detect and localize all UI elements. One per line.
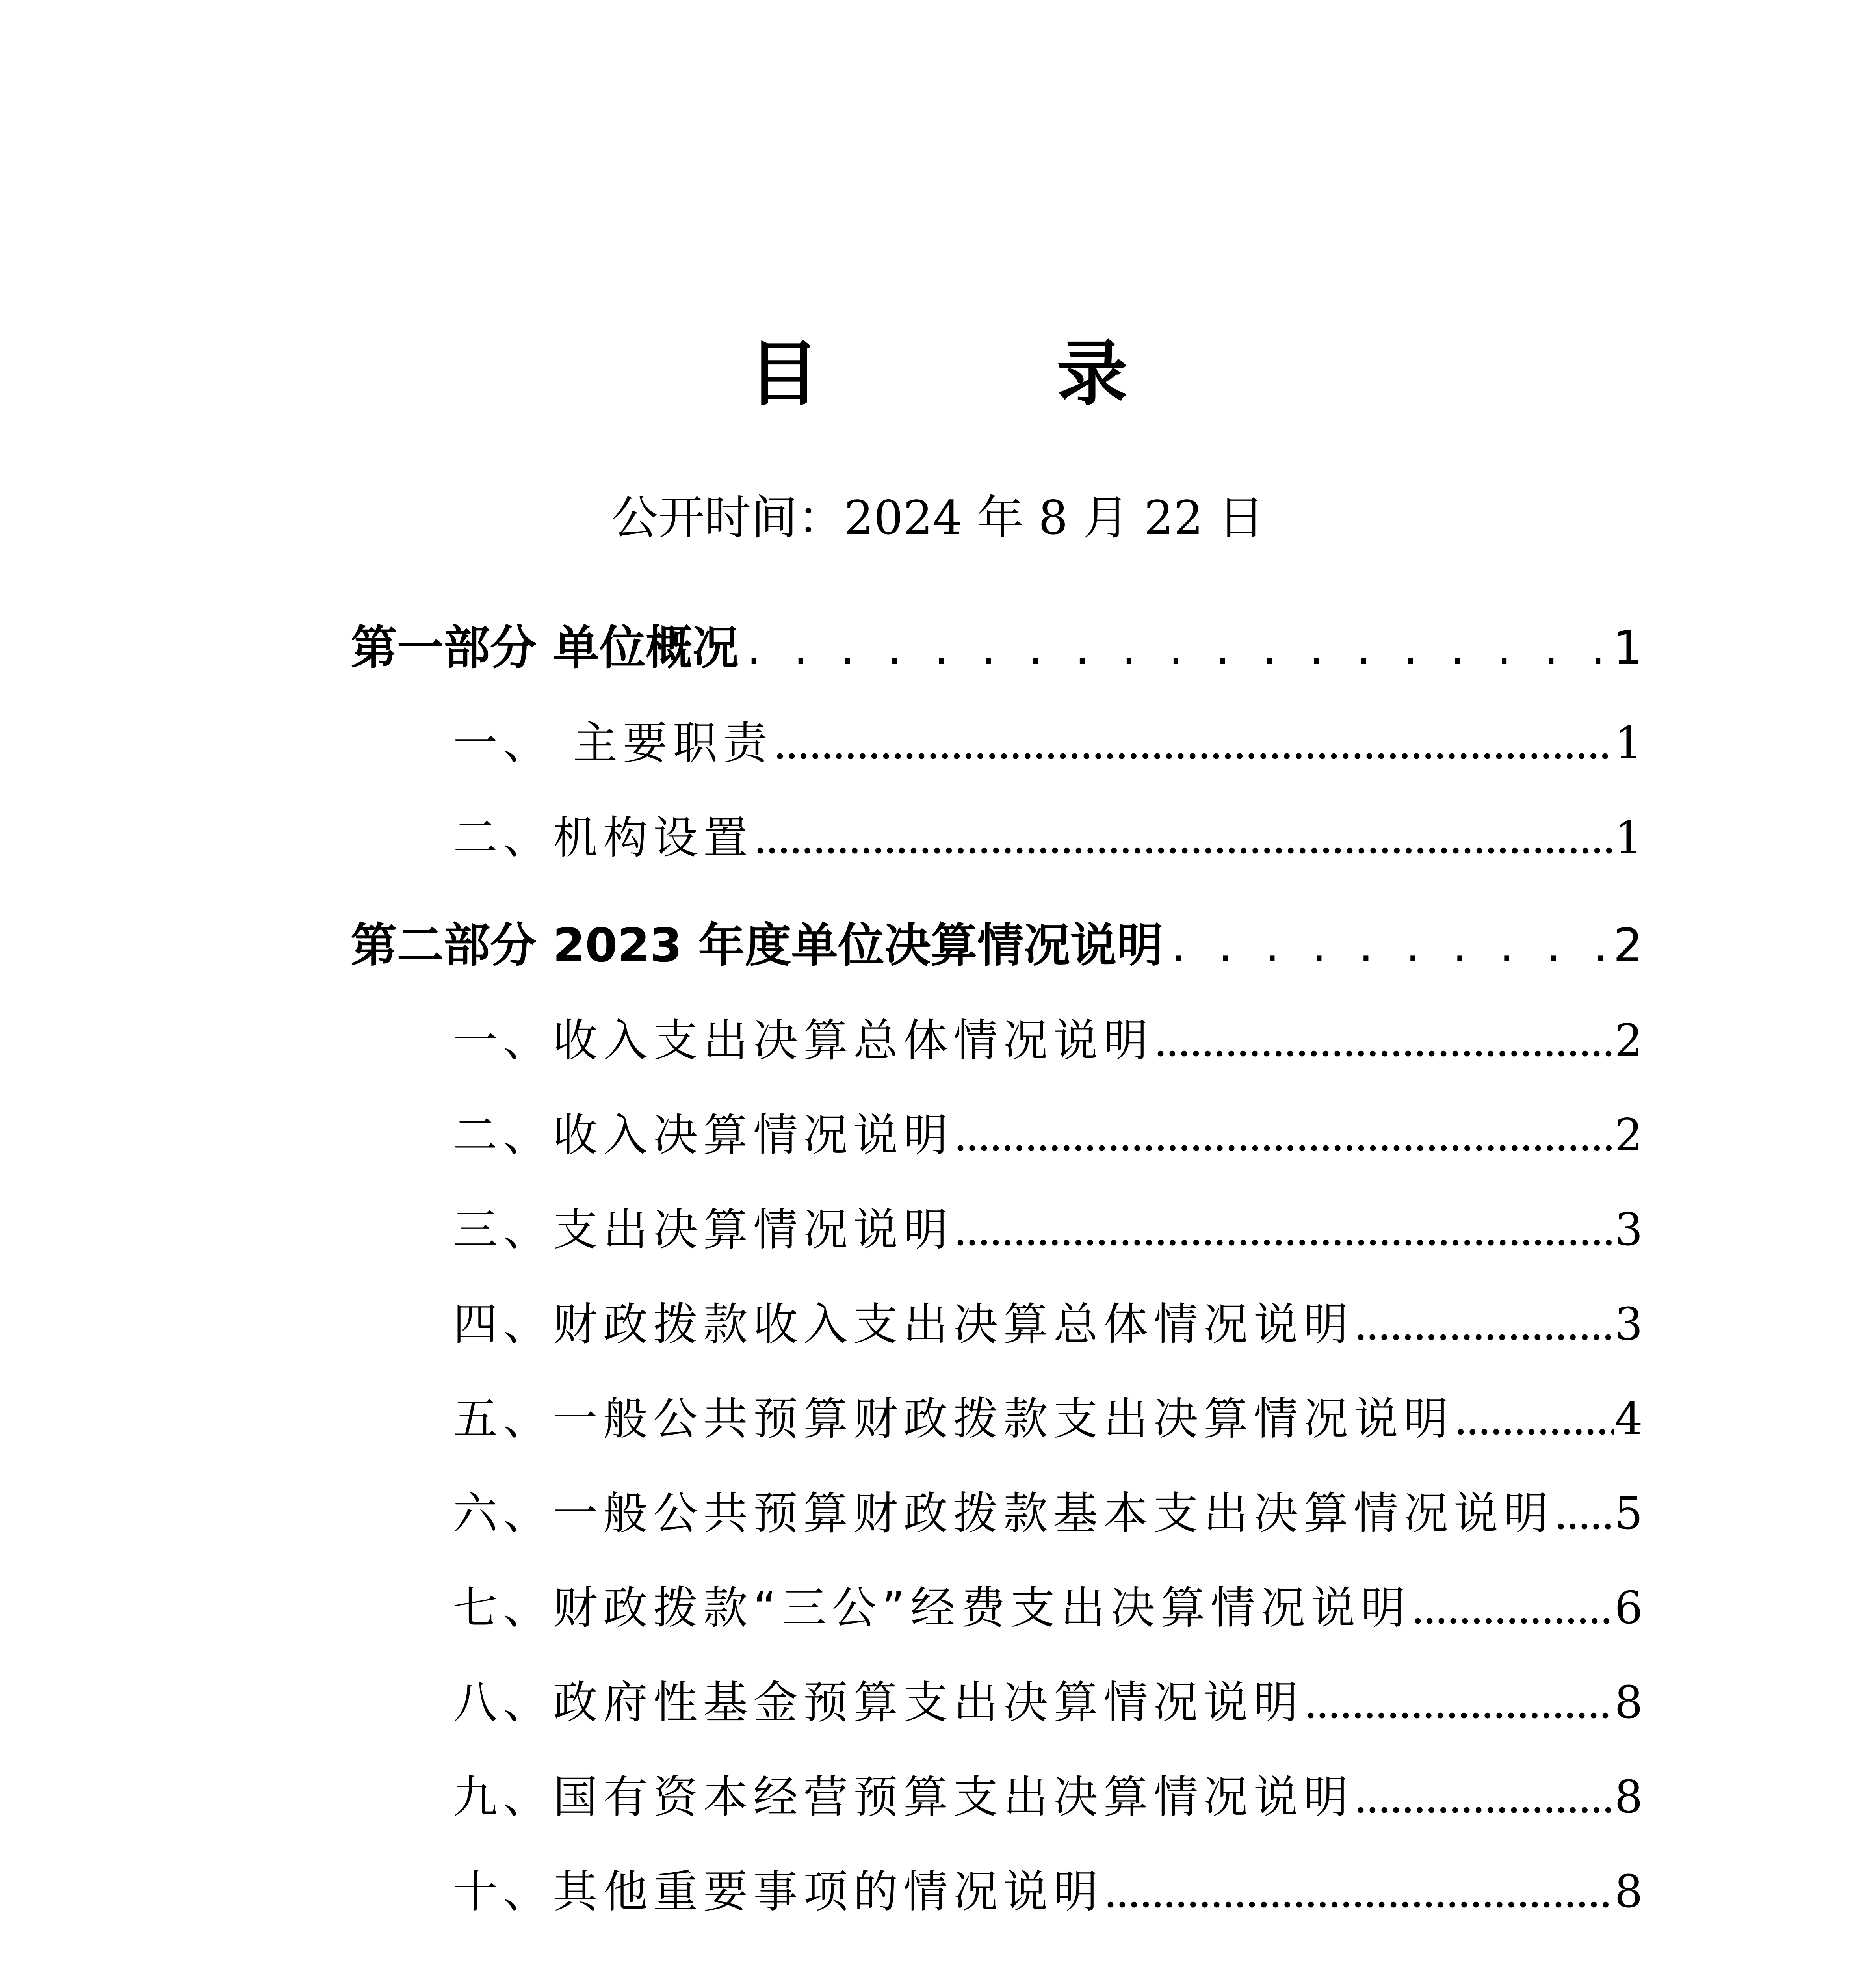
toc-leader-dots xyxy=(1454,1397,1614,1441)
toc-item-label: 二、收入决算情况说明 xyxy=(453,1109,953,1161)
toc-page-number: 8 xyxy=(1614,1676,1643,1728)
toc-part-label: 第一部分 单位概况 xyxy=(351,621,739,675)
toc-item-label: 六、一般公共预算财政拨款基本支出决算情况说明 xyxy=(453,1487,1554,1539)
toc-page-number: 8 xyxy=(1614,1866,1643,1918)
toc-leader-dots xyxy=(1304,1680,1614,1725)
toc-item[interactable] xyxy=(453,1582,1643,1634)
toc-item[interactable] xyxy=(453,1676,1643,1728)
toc-item-label: 五、一般公共预算财政拨款支出决算情况说明 xyxy=(453,1393,1454,1445)
toc-item[interactable] xyxy=(453,1866,1643,1918)
toc-item[interactable] xyxy=(453,717,1643,769)
toc-leader-dots xyxy=(1163,922,1605,968)
toc-leader-dots xyxy=(753,816,1614,860)
toc-item-label: 二、机构设置 xyxy=(453,812,753,864)
toc-leader-dots xyxy=(1153,1018,1614,1063)
toc-item[interactable] xyxy=(453,1393,1643,1445)
toc-item-label: 一、 主要职责 xyxy=(453,717,773,769)
toc-leader-dots xyxy=(1354,1775,1614,1819)
toc-page-number: 2 xyxy=(1614,1015,1643,1067)
toc-leader-dots xyxy=(1411,1586,1614,1630)
toc-page-number: 1 xyxy=(1614,812,1643,864)
toc-item-label: 十、其他重要事项的情况说明 xyxy=(453,1866,1103,1918)
toc-part-1[interactable] xyxy=(351,621,1643,675)
toc-item-label: 八、政府性基金预算支出决算情况说明 xyxy=(453,1676,1304,1728)
toc-item-label: 一、收入支出决算总体情况说明 xyxy=(453,1015,1153,1067)
toc-item[interactable] xyxy=(453,1109,1643,1161)
toc-leader-dots xyxy=(1554,1491,1614,1536)
toc-item[interactable] xyxy=(453,1487,1643,1539)
toc-item[interactable] xyxy=(453,1015,1643,1067)
toc-leader-dots xyxy=(1103,1870,1614,1914)
publish-date: 公开时间：2024 年 8 月 22 日 xyxy=(611,491,1265,545)
toc-item[interactable] xyxy=(453,812,1643,864)
toc-part-2[interactable] xyxy=(351,918,1643,972)
toc-page-number: 1 xyxy=(1614,717,1643,769)
toc-part-label: 第二部分 2023 年度单位决算情况说明 xyxy=(351,918,1163,972)
toc-page-number: 6 xyxy=(1614,1582,1643,1634)
toc-leader-dots xyxy=(953,1208,1614,1252)
toc-page-number: 3 xyxy=(1614,1204,1643,1256)
toc-page-number: 8 xyxy=(1614,1771,1643,1823)
toc-page-number: 3 xyxy=(1614,1298,1643,1350)
toc-item-label: 七、财政拨款“三公”经费支出决算情况说明 xyxy=(453,1582,1411,1634)
toc-item[interactable] xyxy=(453,1771,1643,1823)
toc-item[interactable] xyxy=(453,1298,1643,1350)
toc-item-label: 四、财政拨款收入支出决算总体情况说明 xyxy=(453,1298,1354,1350)
toc-leader-dots xyxy=(1354,1302,1614,1347)
page-title: 目 录 xyxy=(748,333,1234,415)
toc-leader-dots xyxy=(953,1113,1614,1158)
toc-item-label: 九、国有资本经营预算支出决算情况说明 xyxy=(453,1771,1354,1823)
toc-leader-dots xyxy=(739,624,1605,671)
toc-page-number: 5 xyxy=(1614,1487,1643,1539)
toc-page-number: 2 xyxy=(1614,1109,1643,1161)
toc-item-label: 三、支出决算情况说明 xyxy=(453,1204,953,1256)
toc-item[interactable] xyxy=(453,1204,1643,1256)
toc-leader-dots xyxy=(773,721,1614,766)
toc-page-number: 1 xyxy=(1613,621,1643,675)
toc-page-number: 4 xyxy=(1614,1393,1643,1445)
toc-page-number: 2 xyxy=(1613,918,1643,972)
